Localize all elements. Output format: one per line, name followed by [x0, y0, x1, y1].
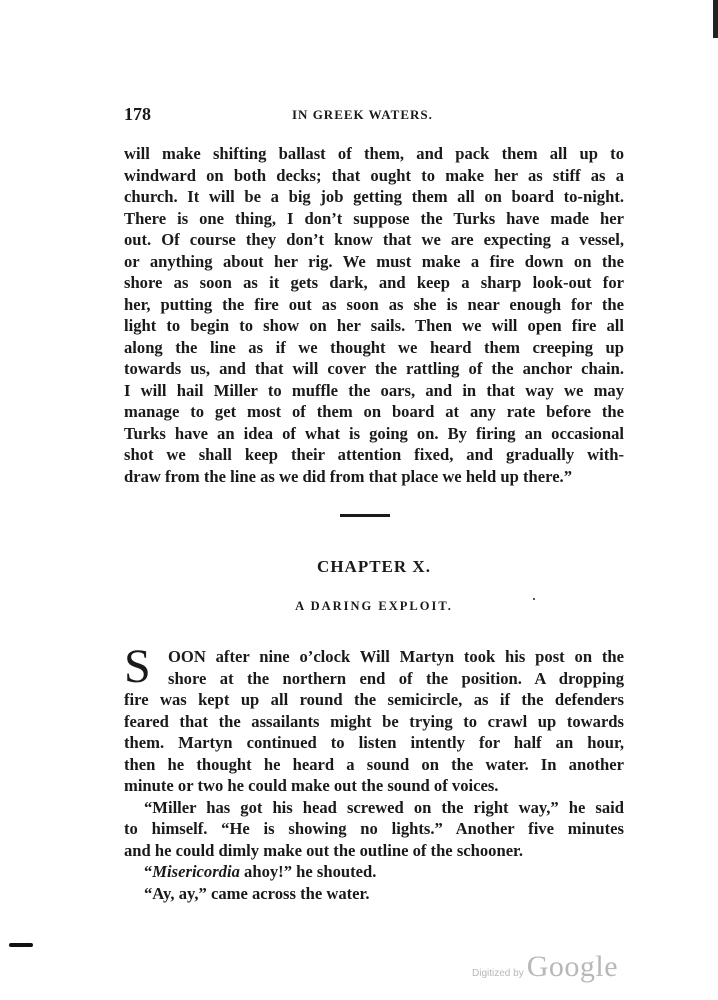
page-edge-mark [713, 0, 718, 38]
drop-cap: S [124, 640, 151, 693]
chapter-heading: CHAPTER X. [317, 557, 431, 576]
digitized-watermark [472, 950, 618, 990]
text-line: OON after nine o’clock Will Martyn took his post on the [168, 647, 624, 666]
chapter-body [124, 640, 624, 904]
text-line: them. Martyn continued to listen intently for half an hour, [124, 733, 624, 752]
text-line: out. Of course they don’t know that we are expecting a vessel, [124, 230, 624, 249]
scan-speck [533, 598, 535, 600]
text-line: light to begin to show on her sails. Then we will open fire all [124, 316, 624, 335]
italic-ship-name: Misericordia [152, 862, 240, 881]
text-line: windward on both decks; that ought to make her as stiff as a [124, 165, 624, 185]
text-line: then he thought he heard a sound on the water. In another [124, 754, 624, 774]
text-line-misericordia [124, 861, 624, 883]
text-line: Turks have an idea of what is going on. By firing an occasional [124, 423, 624, 443]
text-line: and he could dimly make out the outline of the schooner. [124, 840, 524, 860]
text-line: will make shifting ballast of them, and pack them all up to [124, 144, 624, 163]
text-line: “Miller has got his head screwed on the right way,” he said [144, 797, 624, 817]
text-line: along the line as if we thought we heard them creeping up [124, 337, 624, 357]
section-divider [340, 514, 390, 517]
text-line: “Ay, ay,” came across the water. [144, 883, 370, 903]
top-paragraph [124, 143, 624, 487]
text-line: draw from the line as we did from that place we held up there.” [124, 466, 573, 486]
text-line: or anything about her rig. We must make a fire down on the [124, 251, 624, 271]
page-number: 178 [124, 104, 151, 124]
text-line: towards us, and that will cover the rattling of the anchor chain. [124, 359, 624, 378]
text-line: church. It will be a big job getting them all on board to-night. [124, 187, 624, 206]
chapter-subtitle: A DARING EXPLOIT. [295, 599, 453, 613]
text-line: shot we shall keep their attention fixed, and gradually with- [124, 445, 624, 464]
watermark-prefix: Digitized by [472, 968, 524, 979]
text-line: fire was kept up all round the semicircle, as if the defenders [124, 690, 624, 709]
text-line: shore at the northern end of the position. A dropping [168, 668, 624, 688]
google-logo: Google [526, 950, 619, 983]
open-quote: “ [144, 862, 153, 881]
text-line: to himself. “He is showing no lights.” Another five minutes [124, 819, 624, 838]
running-title: IN GREEK WATERS. [292, 107, 433, 122]
text-line-remainder: ahoy!” he shouted. [244, 862, 377, 881]
text-line: shore as soon as it gets dark, and keep a sharp look-out for [124, 273, 624, 292]
text-line: her, putting the fire out as soon as she is near enough for the [124, 294, 624, 314]
text-line: There is one thing, I don’t suppose the Turks have made her [124, 208, 624, 228]
running-head [124, 104, 624, 128]
text-line: minute or two he could make out the sound of voices. [124, 776, 499, 795]
text-line: feared that the assailants might be trying to crawl up towards [124, 711, 624, 731]
scan-mark [9, 943, 33, 947]
text-line: I will hail Miller to muffle the oars, and in that way we may [124, 380, 624, 400]
text-line: manage to get most of them on board at any rate before the [124, 402, 624, 421]
